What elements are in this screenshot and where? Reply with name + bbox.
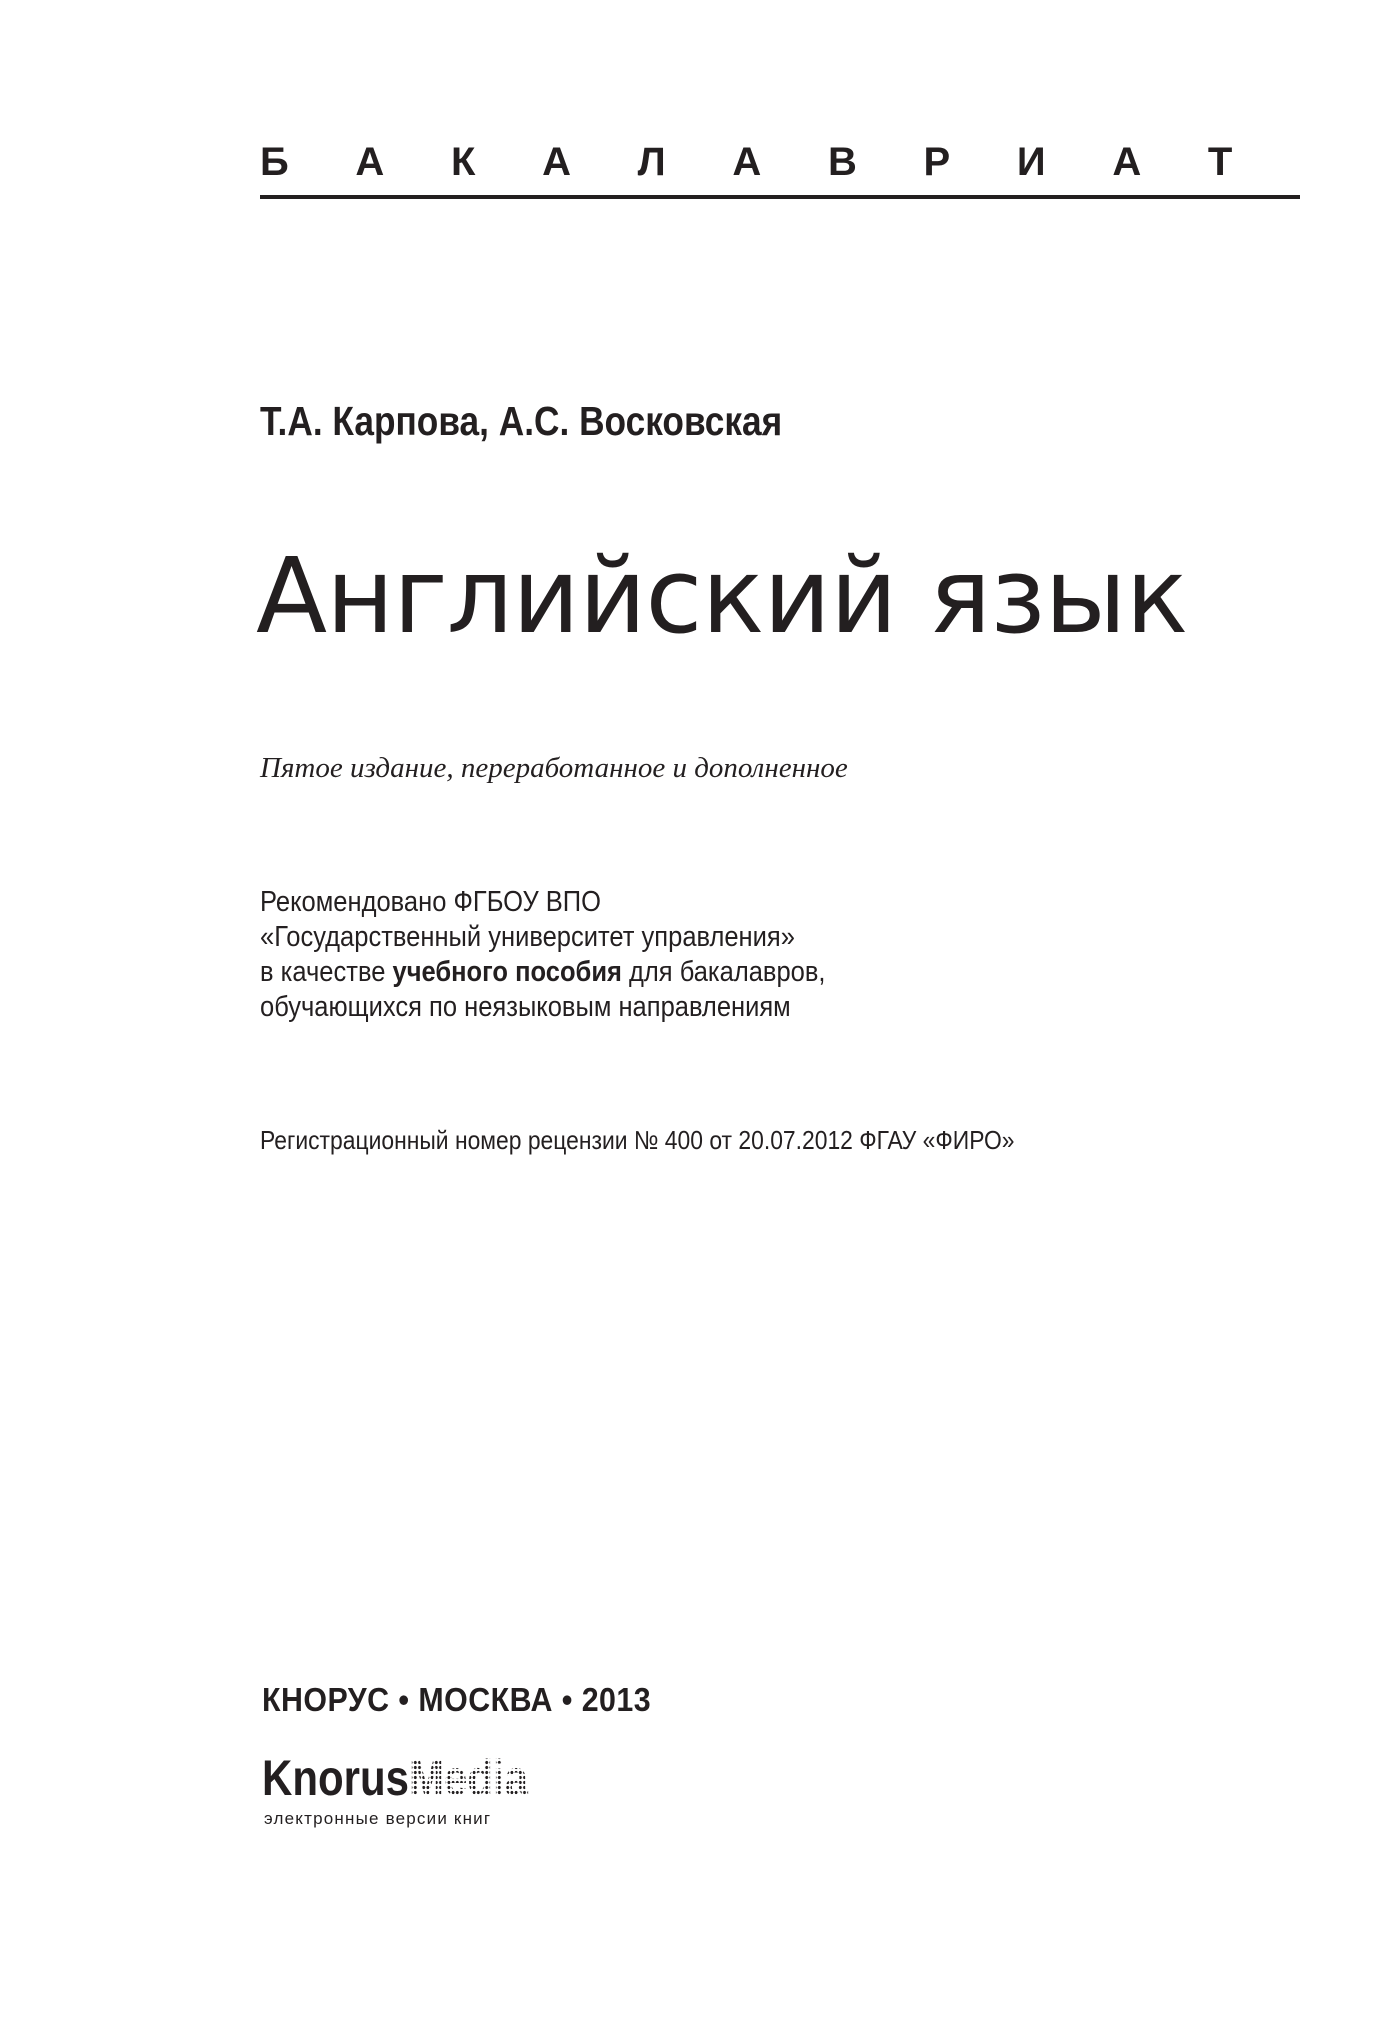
recommendation-line-3 <box>260 955 826 990</box>
knorus-media-logo <box>262 1748 562 1848</box>
authors: Т.А. Карпова, А.С. Восковская <box>260 398 783 444</box>
recommendation-emphasis: учебного пособия <box>392 956 622 988</box>
series-divider <box>260 195 1300 199</box>
logo-wordmark <box>262 1748 528 1808</box>
recommendation-line-2: «Государственный университет управления» <box>260 921 795 953</box>
registration-note: Регистрационный номер рецензии № 400 от 20.07.2012 ФГАУ «ФИРО» <box>260 1125 1015 1155</box>
recommendation-line-3-end: для бакалавров, <box>621 956 826 988</box>
recommendation-block <box>260 885 826 1025</box>
logo-word-solid: Knorus <box>262 1750 409 1806</box>
logo-word-dotted: Media <box>409 1750 529 1806</box>
recommendation-line-4: обучающихся по неязыковым направлениям <box>260 991 791 1023</box>
edition-note: Пятое издание, переработанное и дополненное <box>260 752 848 784</box>
recommendation-line-1: Рекомендовано ФГБОУ ВПО <box>260 886 601 918</box>
recommendation-line-3-start: в качестве <box>260 956 393 988</box>
logo-tagline: электронные версии книг <box>264 1809 492 1828</box>
book-title: Английский язык <box>256 535 1188 657</box>
publisher-imprint: КНОРУС • МОСКВА • 2013 <box>262 1681 652 1718</box>
series-label: Б А К А Л А В Р И А Т <box>260 140 1233 184</box>
